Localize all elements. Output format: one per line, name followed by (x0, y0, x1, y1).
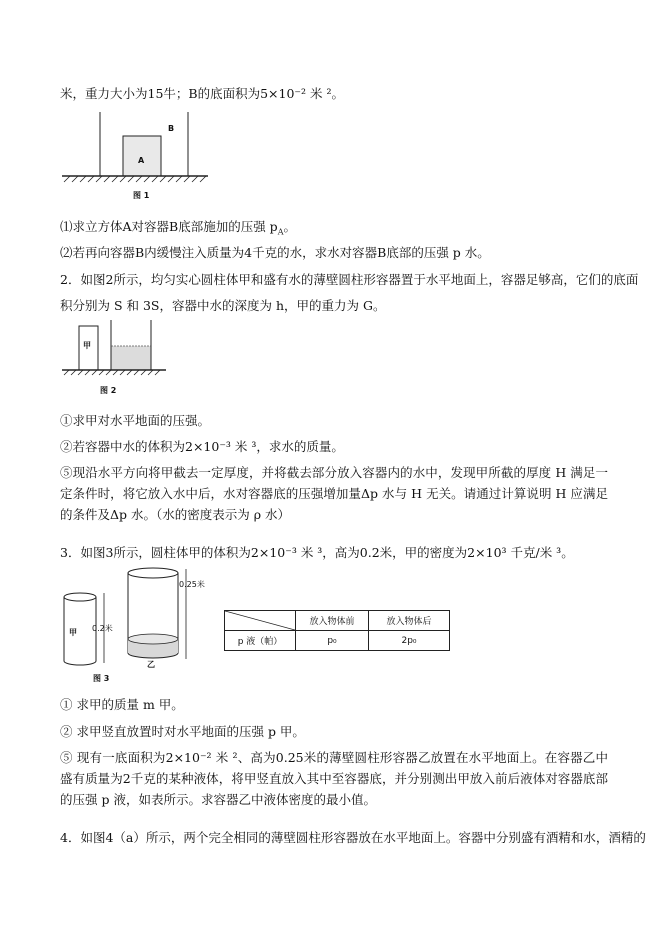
figure-2-caption: 图 2 (100, 386, 117, 395)
table-cell-after: 2p₀ (369, 631, 450, 651)
table-header-before: 放入物体前 (296, 611, 369, 631)
figure-3-label-jia: 甲 (69, 628, 77, 637)
table-row (225, 631, 450, 651)
figure-3-caption: 图 3 (93, 674, 110, 683)
pressure-table (224, 610, 450, 651)
intro-line: 米，重力大小为15牛；B的底面积为5×10⁻² 米 ²。 (60, 86, 344, 101)
question-3-part-2: ② 求甲竖直放置时对水平地面的压强 p 甲。 (60, 724, 305, 739)
question-2-intro-b: 积分别为 S 和 3S，容器中水的深度为 h，甲的重力为 G。 (60, 298, 386, 313)
figure-3-height-yi: 0.25米 (179, 580, 205, 589)
table-cell-before: p₀ (296, 631, 369, 651)
question-3-part-1: ① 求甲的质量 m 甲。 (60, 697, 184, 712)
table-header-after: 放入物体后 (369, 611, 450, 631)
table-header-row (225, 611, 450, 631)
question-2-part-2: ②若容器中水的体积为2×10⁻³ 米 ³，求水的质量。 (60, 439, 344, 454)
figure-1 (60, 110, 210, 202)
figure-2 (60, 318, 170, 378)
figure-2-label: 甲 (83, 341, 91, 350)
question-1-part-2: ⑵若再向容器B内缓慢注入质量为4千克的水，求水对容器B底部的压强 p 水。 (60, 245, 490, 260)
question-2-intro-a: 2．如图2所示，均匀实心圆柱体甲和盛有水的薄壁圆柱形容器置于水平地面上，容器足够高，它们的底面 (60, 272, 639, 287)
question-2-part-1: ①求甲对水平地面的压强。 (60, 413, 211, 428)
question-3-part-3: ⑤ 现有一底面积为2×10⁻² 米 ²、高为0.25米的薄壁圆柱形容器乙放置在水平地面上。在容器乙中盛有质量为2千克的某种液体，将甲竖直放入其中至容器底，并分别测出甲放入前后液体对容器底部的压强 p 液，如表所示。求容器乙中液体密度的最小值。 (60, 750, 608, 807)
question-1-part-1: ⑴求立方体A对容器B底部施加的压强 $p_A$。 (60, 219, 296, 237)
figure-1-caption: 图 1 (133, 191, 150, 200)
question-3-intro: 3．如图3所示，圆柱体甲的体积为2×10⁻³ 米 ³，高为0.2米，甲的密度为2×10³ 千克/米 ³。 (60, 545, 574, 560)
question-2-part-3: ⑤现沿水平方向将甲截去一定厚度，并将截去部分放入容器内的水中，发现甲所截的厚度 H 满足一定条件时，将它放入水中后，水对容器底的压强增加量Δp 水与 H 无关。请通过计算说明 H 应满足的条件及Δp 水。（水的密度表示为 ρ 水） (60, 465, 608, 522)
figure-1-label-b: B (168, 124, 175, 133)
table-row-label: p 液（帕） (225, 631, 296, 651)
figure-3-label-yi: 乙 (147, 660, 155, 669)
figure-1-label-a: A (138, 156, 145, 165)
figure-3-height-jia: 0.2米 (92, 624, 113, 633)
question-4-intro: 4．如图4（a）所示，两个完全相同的薄壁圆柱形容器放在水平地面上。容器中分别盛有酒精和水，酒精的 (60, 830, 646, 845)
table-corner-cell (225, 611, 296, 631)
